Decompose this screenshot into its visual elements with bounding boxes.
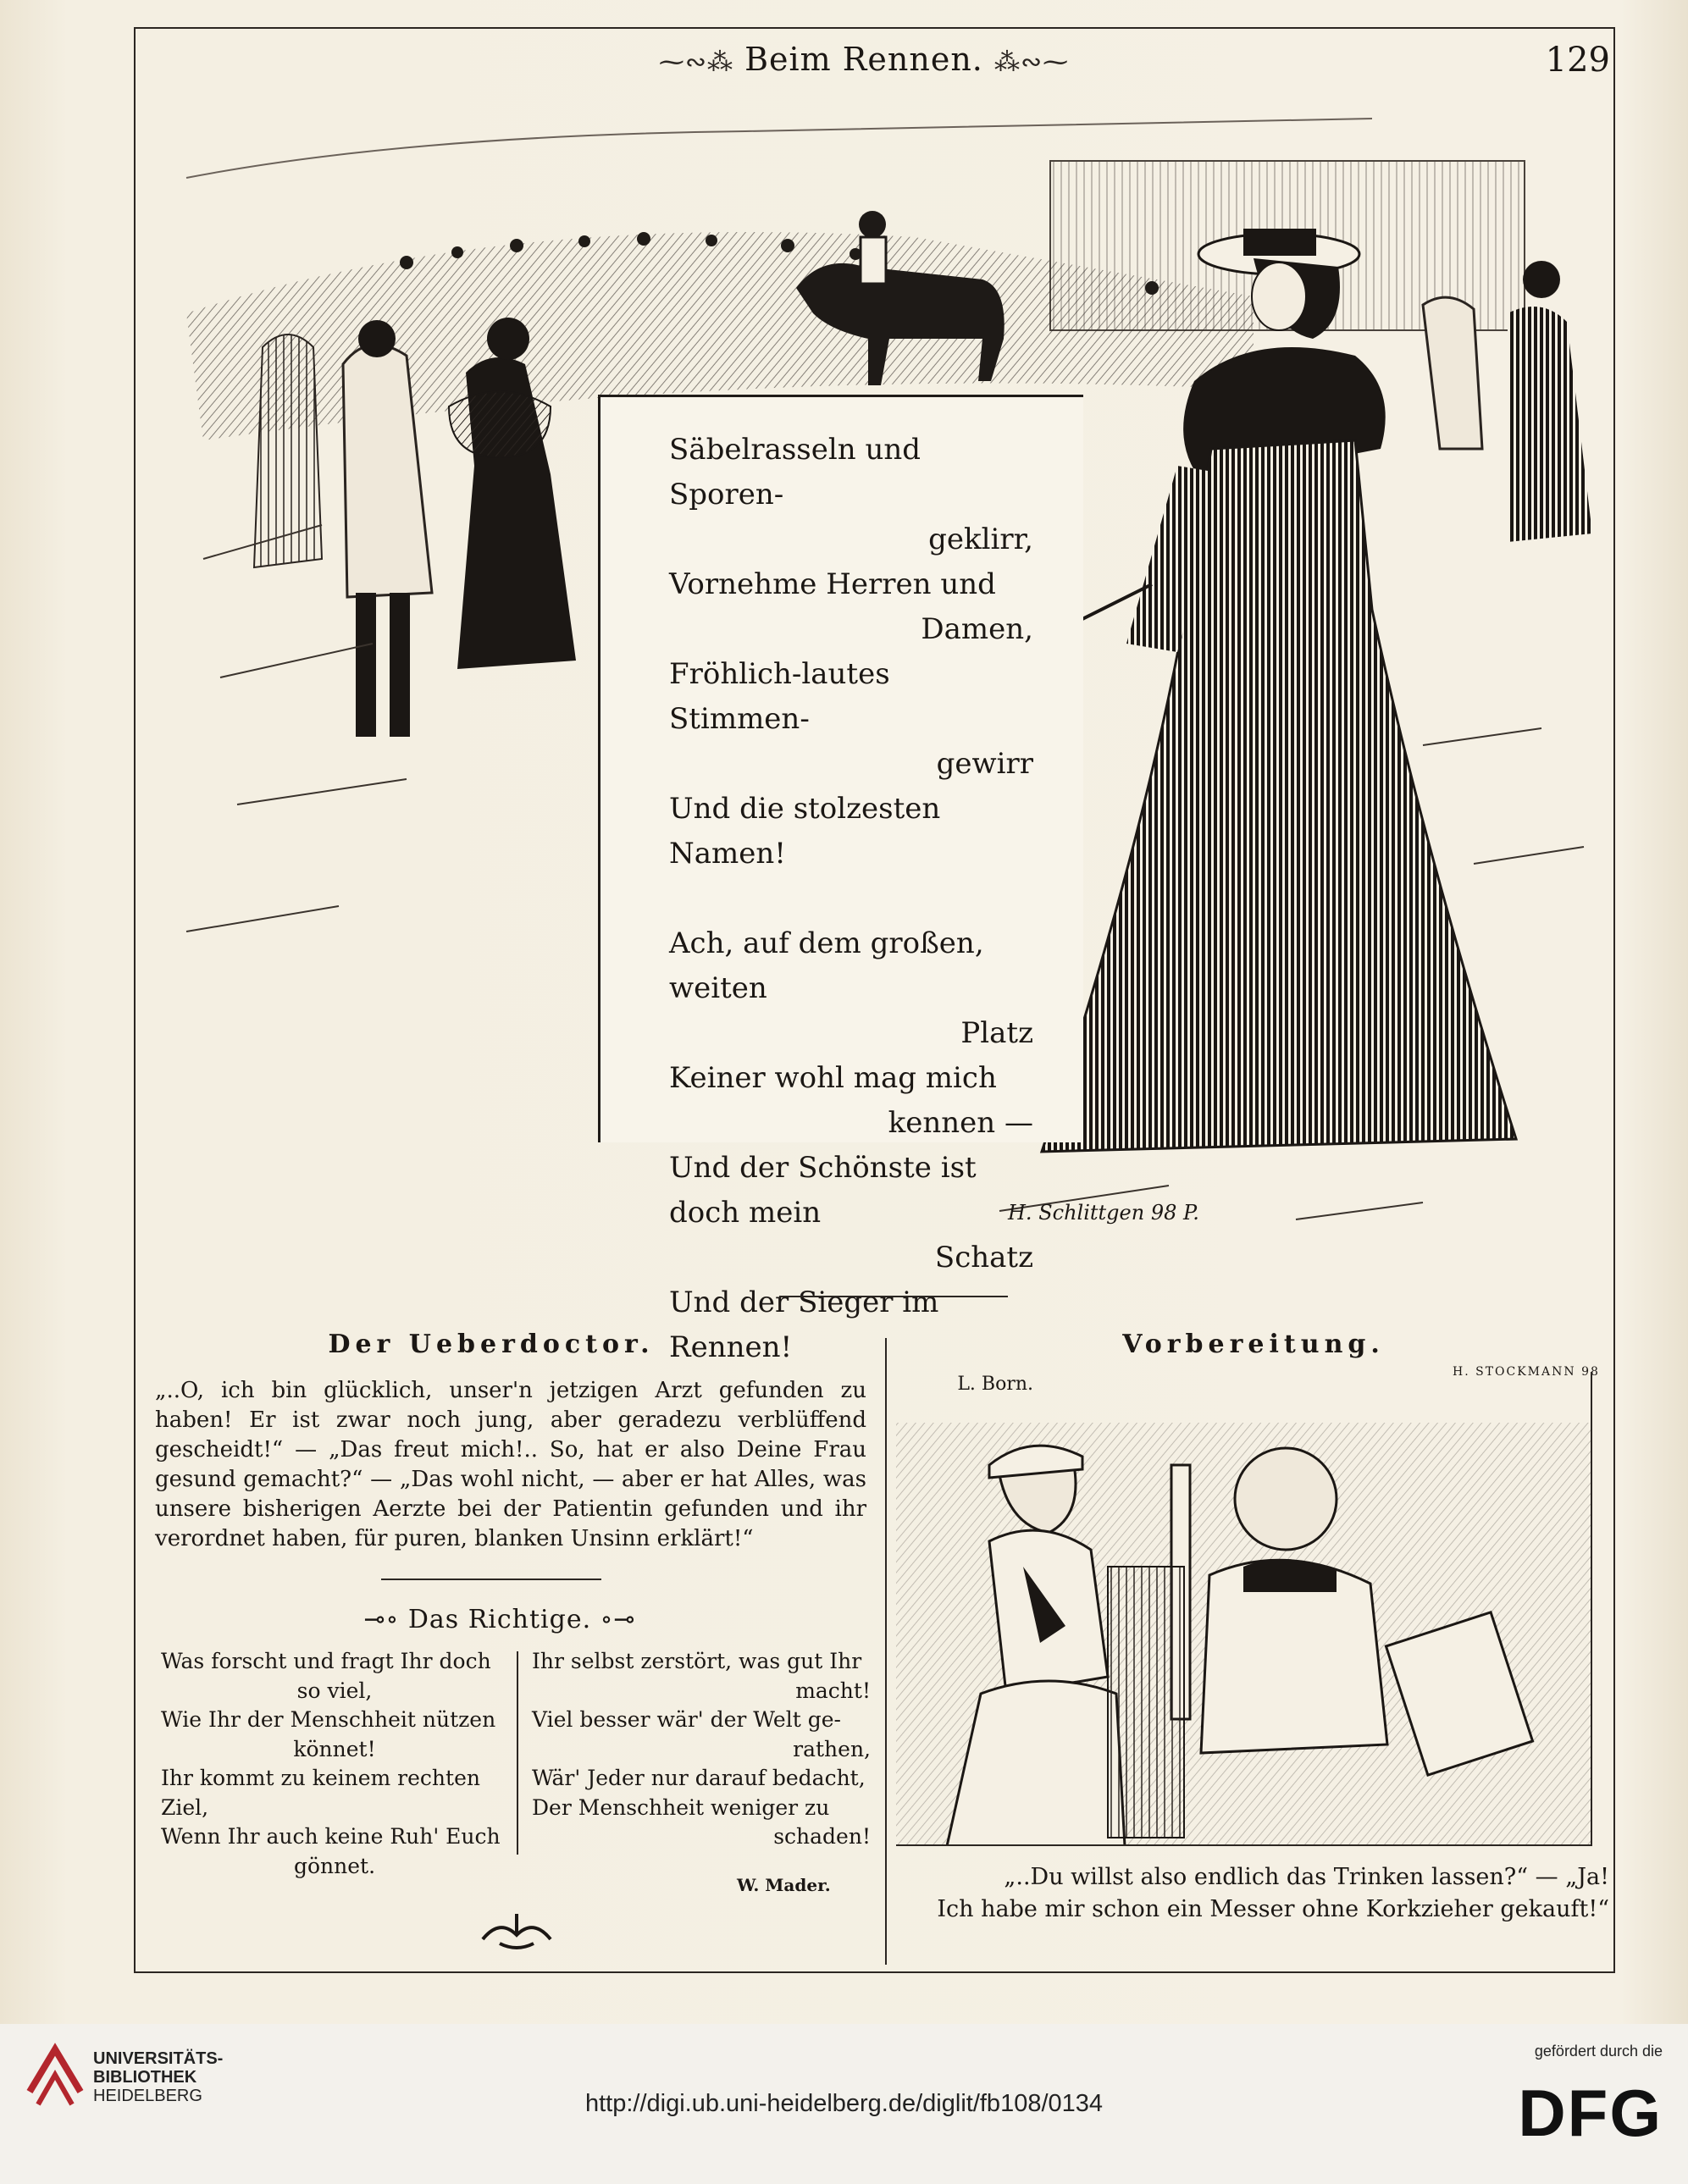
article-text: „..O, ich bin glücklich, unser'n jetzigen Arzt gefunden zu haben! Er ist zwar noch jung, aber geradezu verblüffend gescheidt!“ — „Das freut mich!.. So, hat er also Deine Frau gesund gemacht?“ — „Das wohl nicht, — aber er hat Alles, was unsere bisherigen Aerzte bei der Patientin gefunden und ihr verordnet haben, für puren, blanken Unsinn erklärt!“ — [155, 1378, 866, 1551]
ornament-icon: ∘⊸ — [591, 1605, 636, 1634]
verse-title-wrap — [356, 1605, 644, 1634]
caption-line: „..Du willst also endlich das Trinken lassen?“ — „Ja! — [1004, 1864, 1609, 1890]
flourish-icon — [474, 1905, 559, 1956]
verse-line: Wär' Jeder nur darauf bedacht, — [532, 1766, 866, 1790]
poem-line: Keiner wohl mag mich — [669, 1061, 997, 1095]
stanza-break — [669, 876, 1033, 921]
cartoon-caption — [898, 1861, 1609, 1926]
poem-line: gewirr — [936, 747, 1033, 781]
poem-line: Und die stolzesten Namen! — [669, 792, 941, 871]
verse-line: gönnet. — [293, 1853, 376, 1878]
institution-line: UNIVERSITÄTS- — [93, 2049, 224, 2068]
poem-line: Fröhlich-lautes Stimmen- — [669, 657, 890, 736]
verse-line: so viel, — [296, 1678, 373, 1703]
institution-line: BIBLIOTHEK — [93, 2068, 197, 2087]
institution-line: HEIDELBERG — [93, 2087, 202, 2105]
page-header — [593, 41, 1135, 78]
header-title: Beim Rennen. — [744, 41, 983, 78]
poem-line: Vornehme Herren und — [669, 567, 996, 601]
cartoon-illustration — [896, 1372, 1591, 1844]
poem-line: Platz — [960, 1016, 1033, 1050]
verse-line: Ihr kommt zu keinem rechten Ziel, — [161, 1766, 480, 1820]
verse-line: Der Menschheit weniger zu — [532, 1794, 830, 1820]
poem-line: geklirr, — [928, 523, 1033, 556]
article-title: Der Ueberdoctor. — [328, 1330, 655, 1359]
column-divider — [885, 1338, 887, 1965]
dfg-logo: DFG — [1518, 2076, 1663, 2150]
verse-left-column — [161, 1647, 508, 1881]
cartoon-frame — [896, 1372, 1592, 1846]
section-rule — [779, 1296, 1008, 1297]
verse-line: Wie Ihr der Menschheit nützen — [161, 1707, 496, 1732]
poem-line: Damen, — [921, 612, 1033, 646]
verse-line: könnet! — [293, 1736, 376, 1761]
poem-line: Ach, auf dem großen, weiten — [669, 926, 984, 1005]
left-ornament-icon: ⁓∾⁂ — [658, 47, 734, 77]
footer-bar — [0, 2024, 1688, 2184]
cartoon-artist: H. STOCKMANN 98 — [1453, 1365, 1600, 1379]
verse-right-column — [532, 1647, 871, 1852]
verse-line: schaden! — [773, 1824, 871, 1849]
verse-line: Ihr selbst zerstört, was gut Ihr — [532, 1649, 862, 1673]
permalink-url[interactable]: http://digi.ub.uni-heidelberg.de/diglit/fb108/0134 — [584, 2090, 1104, 2117]
verse-line: Was forscht und fragt Ihr doch — [161, 1649, 491, 1673]
article-rule — [381, 1579, 601, 1580]
poem-line: Schatz — [934, 1241, 1033, 1274]
ornament-icon: ⊸∘ — [363, 1605, 408, 1634]
illustration-signature: H. Schlittgen 98 P. — [1008, 1201, 1199, 1225]
poem-author: L. Born. — [957, 1374, 1033, 1395]
verse-line: Viel besser wär' der Welt ge- — [532, 1707, 841, 1732]
verse-divider — [517, 1651, 518, 1855]
verse-author: W. Mader. — [737, 1875, 831, 1895]
right-ornament-icon: ⁂∾⁓ — [993, 47, 1070, 77]
poem-line: Säbelrasseln und Sporen- — [669, 433, 921, 511]
poem-line: Und der Schönste ist doch mein — [669, 1151, 977, 1230]
funded-by-label: gefördert durch die — [1534, 2043, 1663, 2060]
cartoon-title: Vorbereitung. — [1122, 1330, 1385, 1359]
page-number: 129 — [1545, 41, 1610, 80]
poem — [669, 428, 1033, 1397]
verse-line: Wenn Ihr auch keine Ruh' Euch — [161, 1824, 501, 1849]
verse-line: macht! — [795, 1678, 871, 1703]
verse-title: Das Richtige. — [407, 1605, 592, 1634]
poem-line: kennen — — [888, 1106, 1033, 1140]
verse-line: rathen, — [793, 1736, 871, 1761]
caption-line: Ich habe mir schon ein Messer ohne Korkzieher gekauft!“ — [937, 1896, 1609, 1922]
poem-line: Und der Sieger im Rennen! — [669, 1286, 939, 1364]
